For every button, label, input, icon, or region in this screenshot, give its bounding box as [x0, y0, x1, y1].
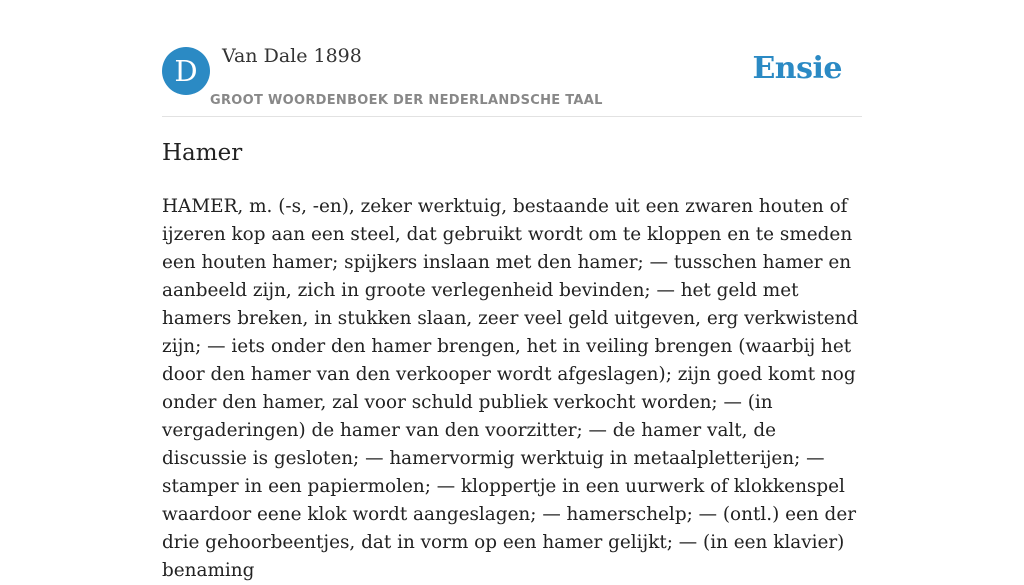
page — [162, 0, 862, 581]
source-title[interactable]: Van Dale 1898 — [222, 45, 362, 67]
entry-title: Hamer — [162, 140, 243, 166]
source-header — [162, 0, 862, 117]
entry-body: HAMER, m. (-s, -en), zeker werktuig, bestaande uit een zwaren houten of ijzeren kop aan een steel, dat gebruikt wordt om te kloppen en te smeden een houten hamer; spijkers inslaan met den hamer; — tusschen hamer en aanbeeld zijn, zich in groote verlegenheid bevinden; — het geld met hamers breken, in stukken slaan, zeer veel geld uitgeven, erg verkwistend zijn; — iets onder den hamer brengen, het in veiling brengen (waarbij het door den hamer van den verkooper wordt afgeslagen); zijn goed komt nog onder den hamer, zal voor schuld publiek verkocht worden; — (in vergaderingen) de hamer van den voorzitter; — de hamer valt, de discussie is gesloten; — hamervormig werktuig in metaalpletterijen; — stamper in een papiermolen; — kloppertje in een uurwerk of klokkenspel waardoor eene klok wordt aangeslagen; — hamerschelp; — (ontl.) een der drie gehoorbeentjes, dat in vorm op een hamer gelijkt; — (in een klavier) benaming — [162, 196, 859, 581]
ensie-logo[interactable]: Ensie — [752, 51, 842, 86]
source-logo[interactable]: D — [162, 47, 210, 95]
source-subtitle: GROOT WOORDENBOEK DER NEDERLANDSCHE TAAL — [210, 93, 603, 108]
